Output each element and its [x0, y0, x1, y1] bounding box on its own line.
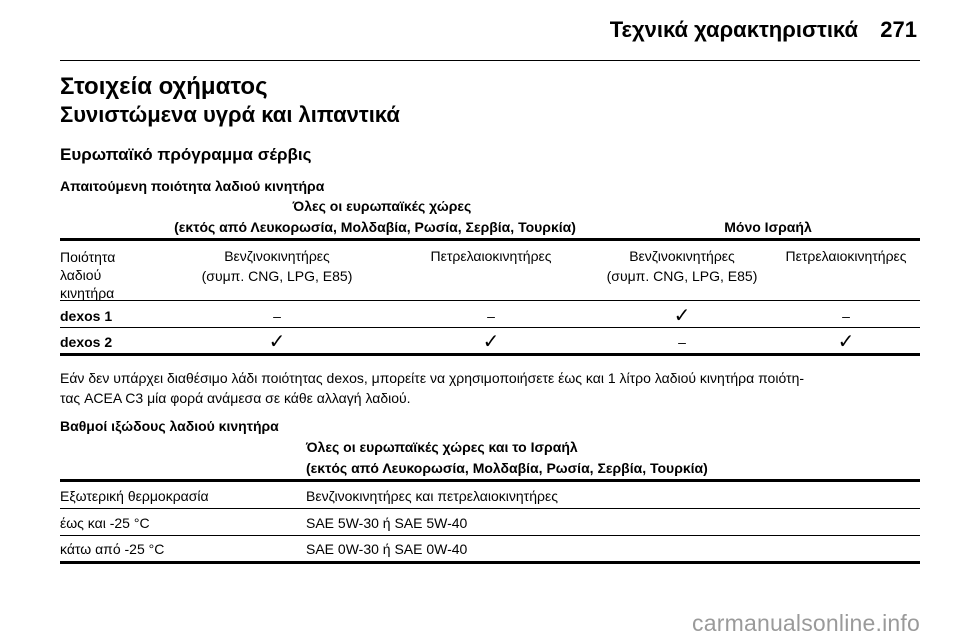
table-rule	[60, 561, 920, 564]
page-number: 271	[880, 17, 917, 42]
group-header-excluding: (εκτός από Λευκορωσία, Μολδαβία, Ρωσία, Σερβία, Τουρκία)	[306, 460, 708, 476]
table-rule	[60, 238, 920, 241]
section-heading: Συνιστώμενα υγρά και λιπαντικά	[60, 102, 400, 127]
column-header: Βενζινοκινητήρες	[224, 248, 330, 264]
table-cell: SAE 0W-30 ή SAE 0W-40	[306, 541, 468, 557]
viscosity-title: Βαθμοί ιξώδους λαδιού κινητήρα	[60, 418, 279, 434]
table-row-label: dexos 2	[60, 334, 113, 350]
check-icon: ✓	[837, 331, 855, 353]
note-paragraph: Εάν δεν υπάρχει διαθέσιμο λάδι ποιότητας dexos, μπορείτε να χρησιμοποιήσετε έως και 1 λίτρο λαδιού κινητήρα ποιότη- τας ACEA C3 μία φορά ανάμεσα σε κάθε αλλαγή λαδιού.	[60, 370, 805, 406]
column-subheader: (συμπ. CNG, LPG, E85)	[201, 268, 353, 284]
oil-quality-title: Απαιτούμενη ποιότητα λαδιού κινητήρα	[60, 178, 325, 194]
table-cell: –	[273, 308, 281, 324]
table-cell: –	[842, 308, 850, 324]
column-header: Πετρελαιοκινητήρες	[430, 248, 552, 264]
check-icon: ✓	[268, 331, 286, 353]
group-header-all-europe: Όλες οι ευρωπαϊκές χώρες	[292, 198, 472, 214]
header-divider	[60, 60, 920, 61]
table-cell: έως και -25 °C	[60, 515, 150, 531]
table-rule	[60, 535, 920, 536]
table-rule	[60, 300, 920, 301]
row-header-label: Ποιότητα λαδιού κινητήρα	[60, 249, 116, 301]
column-header: Πετρελαιοκινητήρες	[785, 248, 907, 264]
subsection-heading: Ευρωπαϊκό πρόγραμμα σέρβις	[60, 145, 312, 164]
group-header-all: Όλες οι ευρωπαϊκές χώρες και το Ισραήλ	[306, 439, 578, 455]
column-header: Βενζινοκινητήρες	[629, 248, 735, 264]
group-header-excluding: (εκτός από Λευκορωσία, Μολδαβία, Ρωσία, Σερβία, Τουρκία)	[174, 219, 576, 235]
table-rule	[60, 353, 920, 356]
table-cell: κάτω από -25 °C	[60, 541, 165, 557]
table-rule	[60, 508, 920, 509]
watermark: carmanualsonline.info	[692, 610, 920, 636]
column-header: Βενζινοκινητήρες και πετρελαιοκινητήρες	[306, 488, 558, 504]
table-row-label: dexos 1	[60, 308, 113, 324]
column-header: Εξωτερική θερμοκρασία	[60, 488, 209, 504]
table-rule	[60, 479, 920, 482]
chapter-heading: Στοιχεία οχήματος	[60, 73, 268, 100]
table-rule	[60, 327, 920, 328]
page-title: Τεχνικά χαρακτηριστικά	[609, 17, 858, 42]
check-icon: ✓	[673, 305, 691, 327]
table-cell: –	[487, 308, 495, 324]
check-icon: ✓	[482, 331, 500, 353]
table-cell: SAE 5W-30 ή SAE 5W-40	[306, 515, 468, 531]
column-subheader: (συμπ. CNG, LPG, E85)	[606, 268, 758, 284]
group-header-israel: Μόνο Ισραήλ	[724, 219, 812, 235]
table-cell: –	[678, 334, 686, 350]
